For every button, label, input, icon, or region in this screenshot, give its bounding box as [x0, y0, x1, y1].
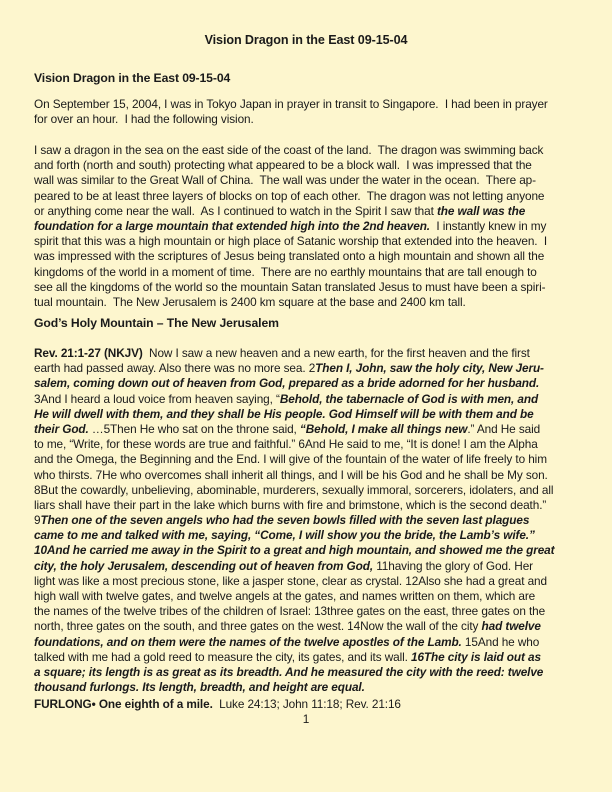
dragon-vision-paragraph [34, 143, 592, 310]
text-line: On September 15, 2004, I was in Tokyo Japan in prayer in transit to Singapore. I had been in prayer [34, 97, 548, 111]
text-line: or anything come near the wall. As I continued to watch in the Spirit I saw that the wall was the [34, 203, 526, 218]
text-line: He will dwell with them, and they shall be His people. God Himself will be with them and be [34, 406, 534, 421]
text-line: and the Omega, the Beginning and the End. I will give of the fountain of the water of life freely to him [34, 452, 547, 467]
text-line: north, three gates on the south, and three gates on the west. 14Now the wall of the city had twelve [34, 619, 541, 634]
text-line: salem, coming down out of heaven from God, prepared as a bride adorned for her husband. [34, 376, 540, 391]
text-line: high wall with twelve gates, and twelve angels at the gates, and names written on them, which are [34, 589, 536, 603]
text-line: I saw a dragon in the sea on the east side of the coast of the land. The dragon was swimming back [34, 143, 544, 157]
text-line: peared to be at least three layers of blocks on top of each other. The dragon was not letting anyone [34, 188, 545, 203]
holy-mountain-section-heading: God’s Holy Mountain – The New Jerusalem [34, 316, 279, 330]
text-line: who thirsts. 7He who overcomes shall inherit all things, and I will be his God and he shall be My son. [34, 467, 548, 482]
text-line: 9Then one of the seven angels who had the seven bowls filled with the seven last plagues [34, 513, 530, 528]
revelation-scripture-paragraph [34, 346, 592, 695]
text-line: and forth (north and south) protecting what appeared to be a block wall. I was impressed that the [34, 158, 532, 173]
text-line: a square; its length is as great as its breadth. And he measured the city with the reed: twelve [34, 664, 544, 679]
text-line: wall was similar to the Great Wall of China. The wall was under the water in the ocean. There ap- [34, 173, 536, 188]
text-line: FURLONG• One eighth of a mile. Luke 24:13; John 11:18; Rev. 21:16 [34, 697, 401, 711]
text-line: light was like a most precious stone, like a jasper stone, clear as crystal. 12Also she had a great and [34, 573, 547, 588]
text-line: talked with me had a gold reed to measure the city, its gates, and its wall. 16The city is laid out as [34, 649, 541, 664]
text-line: 3And I heard a loud voice from heaven saying, “Behold, the tabernacle of God is with men, and [34, 391, 539, 406]
text-line: earth had passed away. Also there was no more sea. 2Then I, John, saw the holy city, New Jeru- [34, 361, 544, 376]
furlong-definition-line [34, 697, 592, 712]
page-number: 1 [302, 712, 310, 726]
text-line: Rev. 21:1-27 (NKJV) Now I saw a new heaven and a new earth, for the first heaven and the first [34, 346, 530, 360]
text-line: see all the kingdoms of the world so the mountain Satan translated Jesus to must have been a spiri- [34, 279, 546, 294]
text-line: liars shall have their part in the lake which burns with fire and brimstone, which is the second death.” [34, 497, 547, 512]
text-line: kingdoms of the world in a moment of time. There are no earthly mountains that are tall enough to [34, 264, 537, 279]
text-line: for over an hour. I had the following vision. [34, 112, 254, 127]
text-line: the names of the twelve tribes of the children of Israel: 13three gates on the east, three gates on the [34, 604, 546, 619]
text-line: to me, “Write, for these words are true and faithful.” 6And He said to me, “It is done! I am the Alpha [34, 437, 538, 452]
document-header-title: Vision Dragon in the East 09-15-04 [204, 33, 408, 47]
text-line: foundations, and on them were the names of the twelve apostles of the Lamb. 15And he who [34, 634, 540, 649]
text-line: 10And he carried me away in the Spirit to a great and high mountain, and showed me the great [34, 543, 555, 558]
text-line: 8But the cowardly, unbelieving, abominable, murderers, sexually immoral, sorcerers, idolaters, and all [34, 482, 554, 497]
text-line: came to me and talked with me, saying, “Come, I will show you the bride, the Lamb’s wife.” [34, 528, 535, 543]
text-line: city, the holy Jerusalem, descending out of heaven from God, 11having the glory of God. Her [34, 558, 533, 573]
vision-section-heading: Vision Dragon in the East 09-15-04 [34, 71, 231, 85]
text-line: foundation for a large mountain that extended high into the 2nd heaven. I instantly knew in my [34, 218, 547, 233]
text-line: was impressed with the scriptures of Jesus being translated onto a high mountain and shown all the [34, 249, 545, 264]
text-line: their God. …5Then He who sat on the throne said, “Behold, I make all things new.” And He said [34, 421, 541, 436]
text-line: tual mountain. The New Jerusalem is 2400 km square at the base and 2400 km tall. [34, 294, 466, 309]
intro-paragraph [34, 97, 592, 127]
text-line: thousand furlongs. Its length, breadth, and height are equal. [34, 680, 365, 695]
text-line: spirit that this was a high mountain or high place of Satanic worship that extended into the heaven. I [34, 234, 548, 249]
